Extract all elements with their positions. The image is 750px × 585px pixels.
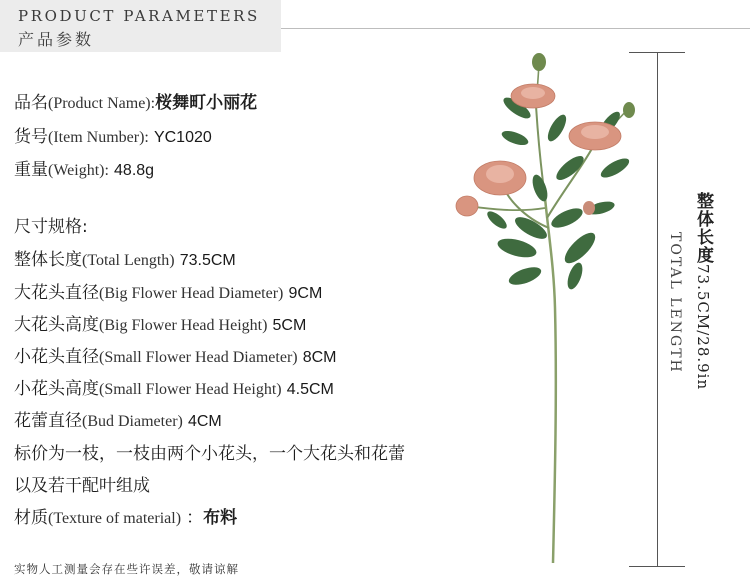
spec-label-en: (Item Number): <box>48 129 149 146</box>
spec-label-en: (Product Name): <box>48 95 156 112</box>
spec-price-note-line-1: 标价为一枝，一枝由两个小花头，一个大花头和花蕾 <box>14 444 405 464</box>
spec-separator: ： <box>186 508 204 528</box>
spec-value: 布料 <box>203 508 238 528</box>
spec-label-zh: 重量 <box>14 160 48 180</box>
flower-stem-image <box>445 48 650 568</box>
spec-label-en: (Bud Diameter) <box>82 413 183 430</box>
spec-label-zh: 小花头高度 <box>14 379 99 399</box>
dimension-label-zh <box>691 192 716 390</box>
spec-value: YC1020 <box>153 129 212 146</box>
spec-product-name <box>14 92 257 115</box>
spec-label-en: (Big Flower Head Diameter) <box>99 285 284 302</box>
spec-label-en: (Small Flower Head Height) <box>99 381 282 398</box>
spec-value: 8CM <box>302 349 337 366</box>
spec-material <box>14 507 237 530</box>
spec-label-zh: 小花头直径 <box>14 347 99 367</box>
dimension-bottom-cap <box>629 566 685 567</box>
spec-big-height <box>14 314 306 337</box>
spec-label-en: (Texture of material) <box>48 510 182 527</box>
spec-label-en: (Total Length) <box>82 252 175 269</box>
spec-price-note-line-2: 以及若干配叶组成 <box>14 476 150 496</box>
spec-weight <box>14 159 154 182</box>
spec-total-length <box>14 249 236 272</box>
spec-small-height <box>14 378 334 401</box>
spec-bud-diameter <box>14 410 222 433</box>
dimension-line <box>657 52 658 567</box>
header-divider <box>281 28 750 29</box>
spec-label-zh: 大花头直径 <box>14 283 99 303</box>
dimension-label-zh-text: 整体长度 <box>693 192 713 264</box>
spec-value: 4.5CM <box>286 381 334 398</box>
dimension-label-en: TOTAL LENGTH <box>667 232 683 374</box>
spec-big-diameter <box>14 282 322 305</box>
dimension-top-cap <box>629 52 685 53</box>
spec-label-en: (Weight): <box>48 162 109 179</box>
spec-label-zh: 品名 <box>14 93 48 113</box>
spec-value: 9CM <box>288 285 323 302</box>
spec-value: 48.8g <box>114 162 155 179</box>
spec-label-en: (Small Flower Head Diameter) <box>99 349 298 366</box>
measurement-footnote: 实物人工测量会存在些许误差，敬请谅解 <box>14 562 239 576</box>
spec-label-zh: 材质 <box>14 508 48 528</box>
spec-label-en: (Big Flower Head Height) <box>99 317 268 334</box>
header-title-en: PRODUCT PARAMETERS <box>18 7 260 25</box>
spec-label-zh: 大花头高度 <box>14 315 99 335</box>
dimension-label-value: 73.5CM/28.9in <box>694 264 712 391</box>
spec-value: 4CM <box>187 413 222 430</box>
spec-size-heading: 尺寸规格: <box>14 217 88 237</box>
spec-item-number <box>14 126 212 149</box>
spec-small-diameter <box>14 346 336 369</box>
spec-value: 5CM <box>272 317 307 334</box>
spec-label-zh: 货号 <box>14 127 48 147</box>
spec-value: 73.5CM <box>179 252 236 269</box>
spec-value: 桜舞町小丽花 <box>155 93 258 113</box>
spec-label-zh: 花蕾直径 <box>14 411 82 431</box>
spec-label-zh: 整体长度 <box>14 250 82 270</box>
header-title-zh: 产品参数 <box>18 30 95 49</box>
